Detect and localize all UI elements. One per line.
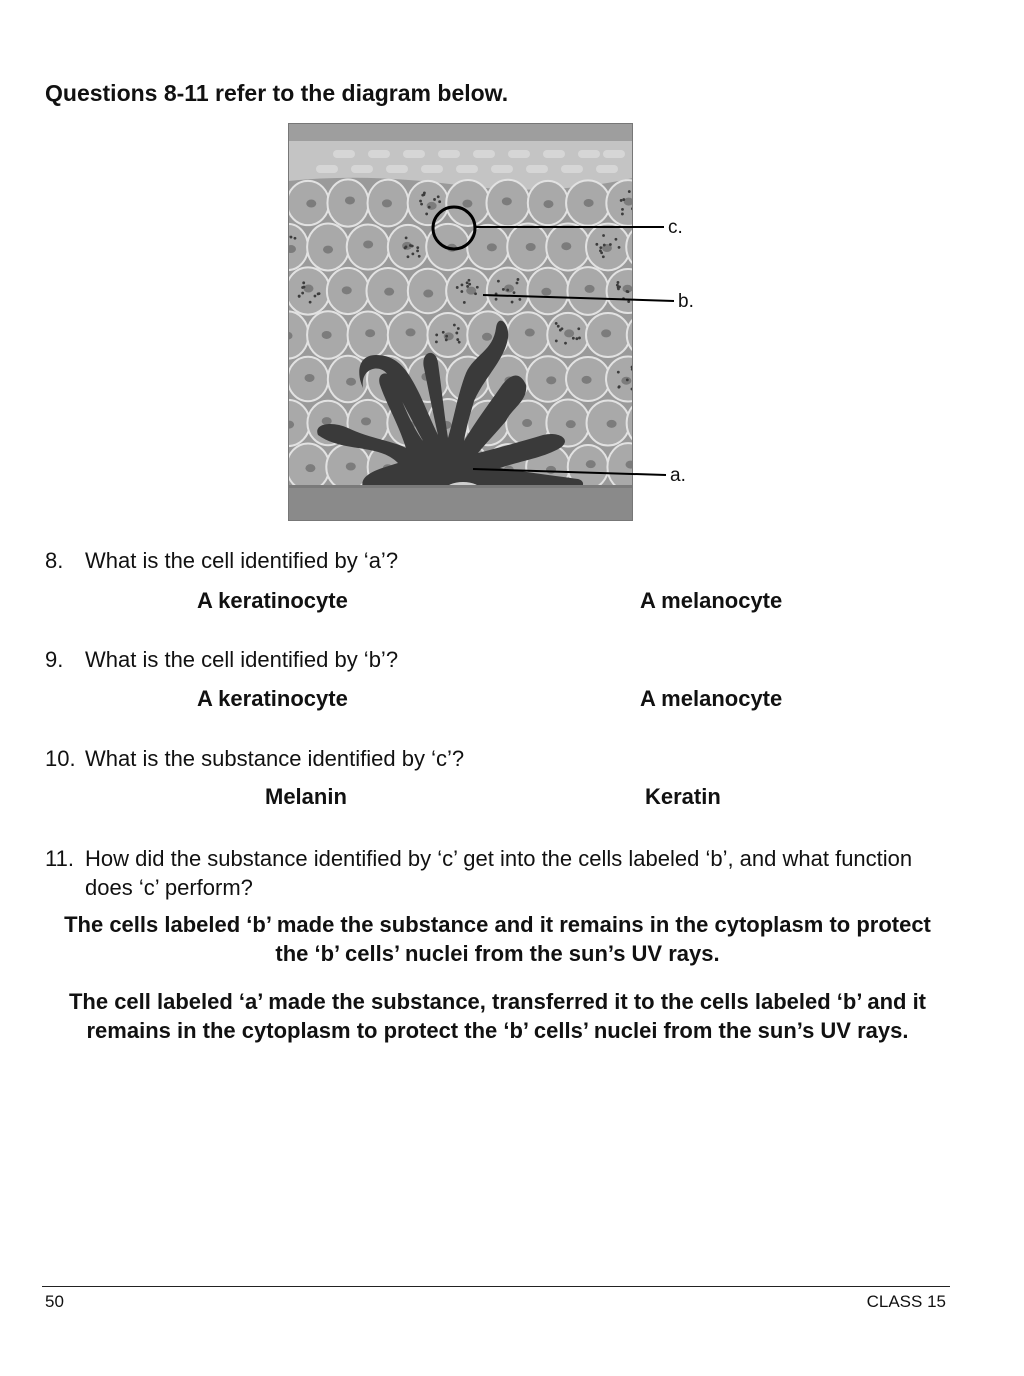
melanin-granule: [617, 288, 620, 291]
melanin-granule: [653, 336, 656, 339]
question-11-answer-2: The cell labeled ‘a’ made the substance, transferred it to the cells labeled ‘b’ and it remains in the cytoplasm to protect the ‘b’ cells’ nuclei from the sun’s UV rays.: [68, 989, 927, 1043]
melanin-granule: [301, 292, 304, 295]
melanin-granule: [617, 281, 620, 284]
melanin-granule: [314, 295, 317, 298]
question-11: [45, 844, 965, 902]
melanin-granule: [476, 286, 479, 289]
melanin-granule: [497, 280, 500, 283]
melanin-granule: [656, 327, 659, 330]
melanin-granule: [626, 290, 629, 293]
question-number: 8.: [45, 548, 64, 573]
melanin-granule: [675, 195, 678, 198]
melanin-granule: [682, 344, 685, 347]
question-number: 9.: [45, 647, 64, 672]
cell-nucleus: [406, 328, 416, 336]
melanin-granule: [555, 322, 558, 325]
melanin-granule: [555, 340, 558, 343]
melanin-granule: [658, 207, 661, 210]
melanin-granule: [425, 213, 428, 216]
cell-nucleus: [566, 420, 576, 428]
melanin-granule: [651, 339, 654, 342]
melanin-granule: [634, 385, 637, 388]
melanin-granule: [428, 206, 431, 209]
melanin-granule: [615, 238, 618, 241]
cell-nucleus: [643, 331, 653, 339]
melanin-granule: [518, 298, 521, 301]
melanin-granule: [642, 334, 645, 337]
melanin-granule: [678, 201, 681, 204]
melanin-granule: [688, 329, 691, 332]
melanin-granule: [502, 288, 505, 291]
melanin-granule: [433, 198, 436, 201]
melanin-granule: [564, 342, 567, 345]
question-text: What is the cell identified by ‘b’?: [85, 647, 399, 672]
melanin-granule: [405, 246, 408, 249]
melanin-granule: [435, 340, 438, 343]
melanin-granule: [468, 279, 471, 282]
cell-nucleus: [626, 461, 636, 469]
melanin-granule: [642, 343, 645, 346]
melanin-granule: [635, 213, 638, 216]
melanin-granule: [634, 369, 637, 372]
melanin-granule: [627, 300, 630, 303]
melanin-granule: [617, 371, 620, 374]
melanin-granule: [653, 345, 656, 348]
melanin-granule: [466, 285, 469, 288]
melanin-granule: [682, 329, 685, 332]
melanin-granule: [622, 198, 625, 201]
melanin-granule: [646, 322, 649, 325]
melanin-granule: [442, 331, 445, 334]
melanin-granule: [416, 246, 419, 249]
cell-nucleus: [462, 200, 472, 208]
cell-nucleus: [346, 463, 356, 471]
melanin-granule: [694, 340, 697, 343]
melanin-granule: [407, 255, 410, 258]
melanin-granule: [461, 283, 464, 286]
melanin-granule: [600, 251, 603, 254]
question-11-answer-1: The cells labeled ‘b’ made the substance and it remains in the cytoplasm to protect the ‘b’ cells’ nuclei from the sun’s UV rays.: [64, 912, 931, 966]
cell-nucleus: [342, 286, 352, 294]
question-10-choice-2: Keratin: [645, 784, 721, 809]
melanin-granule: [294, 237, 297, 240]
question-9-choice-2: A melanocyte: [640, 686, 783, 711]
cell-nucleus: [522, 419, 532, 427]
melanin-granule: [609, 243, 612, 246]
cell-nucleus: [663, 288, 673, 296]
melanin-granule: [303, 286, 306, 289]
cell-nucleus: [305, 374, 315, 382]
cell-nucleus: [322, 417, 332, 425]
cell-nucleus: [365, 329, 375, 337]
melanin-granule: [602, 234, 605, 237]
melanin-granule: [684, 328, 687, 331]
melanin-granule: [676, 204, 679, 207]
melanin-granule: [666, 193, 669, 196]
melanin-granule: [696, 236, 699, 239]
melanin-granule: [620, 199, 623, 202]
cell-nucleus: [322, 331, 332, 339]
keratinocyte-cell: [627, 313, 669, 357]
question-text: How did the substance identified by ‘c’ get into the cells labeled ‘b’, and what function does ‘c’ perform?: [85, 846, 913, 900]
cell-nucleus: [423, 290, 433, 298]
melanin-granule: [626, 378, 629, 381]
melanin-granule: [463, 301, 466, 304]
melanin-granule: [676, 251, 679, 254]
skin-diagram: [288, 123, 708, 523]
cell-nucleus: [526, 243, 536, 251]
cell-nucleus: [525, 329, 535, 337]
melanin-granule: [688, 341, 691, 344]
melanin-granule: [559, 329, 562, 332]
melanin-granule: [628, 190, 631, 193]
melanin-granule: [684, 234, 687, 237]
melanin-granule: [635, 325, 638, 328]
melanin-granule: [420, 203, 423, 206]
melanin-granule: [466, 281, 469, 284]
cell-nucleus: [323, 246, 333, 254]
melanin-granule: [577, 327, 580, 330]
melanin-granule: [438, 200, 441, 203]
melanin-granule: [603, 244, 606, 247]
cell-nucleus: [504, 285, 514, 293]
melanin-granule: [416, 249, 419, 252]
melanin-granule: [445, 338, 448, 341]
keratinocyte-cell: [627, 399, 670, 447]
cell-nucleus: [346, 378, 356, 386]
cell-nucleus: [601, 329, 611, 337]
melanin-granule: [697, 322, 700, 325]
melanin-granule: [661, 190, 664, 193]
melanin-granule: [618, 385, 621, 388]
melanin-granule: [684, 239, 687, 242]
melanin-granule: [557, 325, 560, 328]
melanin-granule: [435, 334, 438, 337]
cell-nucleus: [585, 285, 595, 293]
melanin-granule: [513, 291, 516, 294]
melanin-granule: [506, 289, 509, 292]
melanin-granule: [419, 200, 422, 203]
question-8-choice-2: A melanocyte: [640, 588, 783, 613]
melanin-granule: [599, 246, 602, 249]
cell-nucleus: [541, 288, 551, 296]
cell-nucleus: [303, 285, 313, 293]
cell-nucleus: [502, 197, 512, 205]
label-b: b.: [678, 291, 694, 312]
melanin-granule: [453, 324, 456, 327]
cell-nucleus: [482, 333, 492, 341]
melanin-granule: [517, 278, 520, 281]
melanin-granule: [575, 337, 578, 340]
cell-nucleus: [683, 333, 693, 341]
melanin-granule: [474, 292, 477, 295]
melanin-granule: [309, 301, 312, 304]
skin-layers: [288, 123, 708, 521]
melanin-granule: [692, 245, 695, 248]
cell-nucleus: [582, 376, 592, 384]
cell-nucleus: [586, 460, 596, 468]
melanin-granule: [411, 245, 414, 248]
cell-nucleus: [683, 421, 693, 429]
melanin-granule: [457, 327, 460, 330]
cell-nucleus: [543, 200, 553, 208]
melanin-granule: [678, 251, 681, 254]
question-text: What is the cell identified by ‘a’?: [85, 548, 399, 573]
cell-nucleus: [384, 288, 394, 296]
melanin-granule: [618, 246, 621, 249]
melanin-granule: [318, 292, 321, 295]
label-c: c.: [668, 217, 683, 238]
melanin-granule: [495, 298, 498, 301]
cell-nucleus: [306, 200, 316, 208]
footer-divider: [42, 1286, 950, 1287]
melanin-granule: [418, 255, 421, 258]
melanin-granule: [621, 208, 624, 211]
melanin-granule: [621, 213, 624, 216]
class-label: CLASS 15: [866, 1292, 946, 1311]
cell-nucleus: [684, 242, 694, 250]
melanin-granule: [456, 338, 459, 341]
melanin-granule: [686, 247, 689, 250]
question-10-choice-1: Melanin: [265, 784, 347, 809]
cell-nucleus: [361, 417, 371, 425]
cell-nucleus: [487, 243, 497, 251]
question-10: [45, 746, 955, 772]
melanin-granule: [468, 283, 471, 286]
question-text: What is the substance identified by ‘c’?: [85, 746, 465, 771]
melanin-granule: [411, 252, 414, 255]
melanin-granule: [516, 282, 519, 285]
melanin-granule: [405, 236, 408, 239]
melanin-granule: [445, 335, 448, 338]
melanin-granule: [511, 301, 514, 304]
cell-nucleus: [642, 421, 652, 429]
question-9: [45, 647, 955, 673]
keratinocyte-cell: [667, 400, 708, 446]
melanin-granule: [298, 295, 301, 298]
melanin-granule: [675, 194, 678, 197]
question-number: 11.: [45, 846, 74, 871]
cell-nucleus: [607, 420, 617, 428]
melanin-granule: [671, 205, 674, 208]
melanin-granule: [460, 290, 463, 293]
melanin-granule: [572, 337, 575, 340]
melanin-granule: [602, 255, 605, 258]
melanin-granule: [455, 332, 458, 335]
cell-nucleus: [662, 374, 672, 382]
cell-nucleus: [345, 196, 355, 204]
melanin-granule: [302, 281, 305, 284]
cell-nucleus: [363, 240, 373, 248]
melanin-granule: [637, 210, 640, 213]
cell-nucleus: [561, 242, 571, 250]
cell-nucleus: [382, 199, 392, 207]
melanin-granule: [578, 337, 581, 340]
melanin-granule: [648, 339, 651, 342]
question-8: [45, 548, 955, 574]
cell-nucleus: [564, 329, 574, 337]
melanin-granule: [651, 344, 654, 347]
melanin-granule: [674, 211, 677, 214]
cell-nucleus: [546, 376, 556, 384]
keratinocyte-cell: [408, 181, 449, 225]
melanin-granule: [655, 192, 658, 195]
melanin-granule: [437, 195, 440, 198]
cell-nucleus: [642, 241, 652, 249]
melanin-granule: [687, 240, 690, 243]
melanin-granule: [693, 327, 696, 330]
cell-nucleus: [665, 199, 675, 207]
question-9-choice-1: A keratinocyte: [197, 686, 348, 711]
melanin-granule: [695, 234, 698, 237]
cell-nucleus: [546, 466, 556, 474]
cell-nucleus: [427, 202, 437, 210]
page-number: 50: [45, 1292, 64, 1311]
melanin-granule: [456, 286, 459, 289]
melanin-granule: [290, 236, 293, 239]
label-a: a.: [670, 465, 686, 486]
question-8-choice-1: A keratinocyte: [197, 588, 348, 613]
melanin-granule: [423, 192, 426, 195]
cell-nucleus: [305, 464, 315, 472]
keratinocyte-cell: [648, 356, 689, 402]
melanin-granule: [683, 338, 686, 341]
question-number: 10.: [45, 746, 76, 771]
melanin-granule: [694, 345, 697, 348]
melanin-granule: [595, 243, 598, 246]
cell-nucleus: [584, 199, 594, 207]
page-heading: Questions 8-11 refer to the diagram below.: [45, 80, 509, 106]
keratinocyte-cell: [668, 312, 708, 359]
melanin-granule: [683, 239, 686, 242]
melanin-granule: [458, 341, 461, 344]
